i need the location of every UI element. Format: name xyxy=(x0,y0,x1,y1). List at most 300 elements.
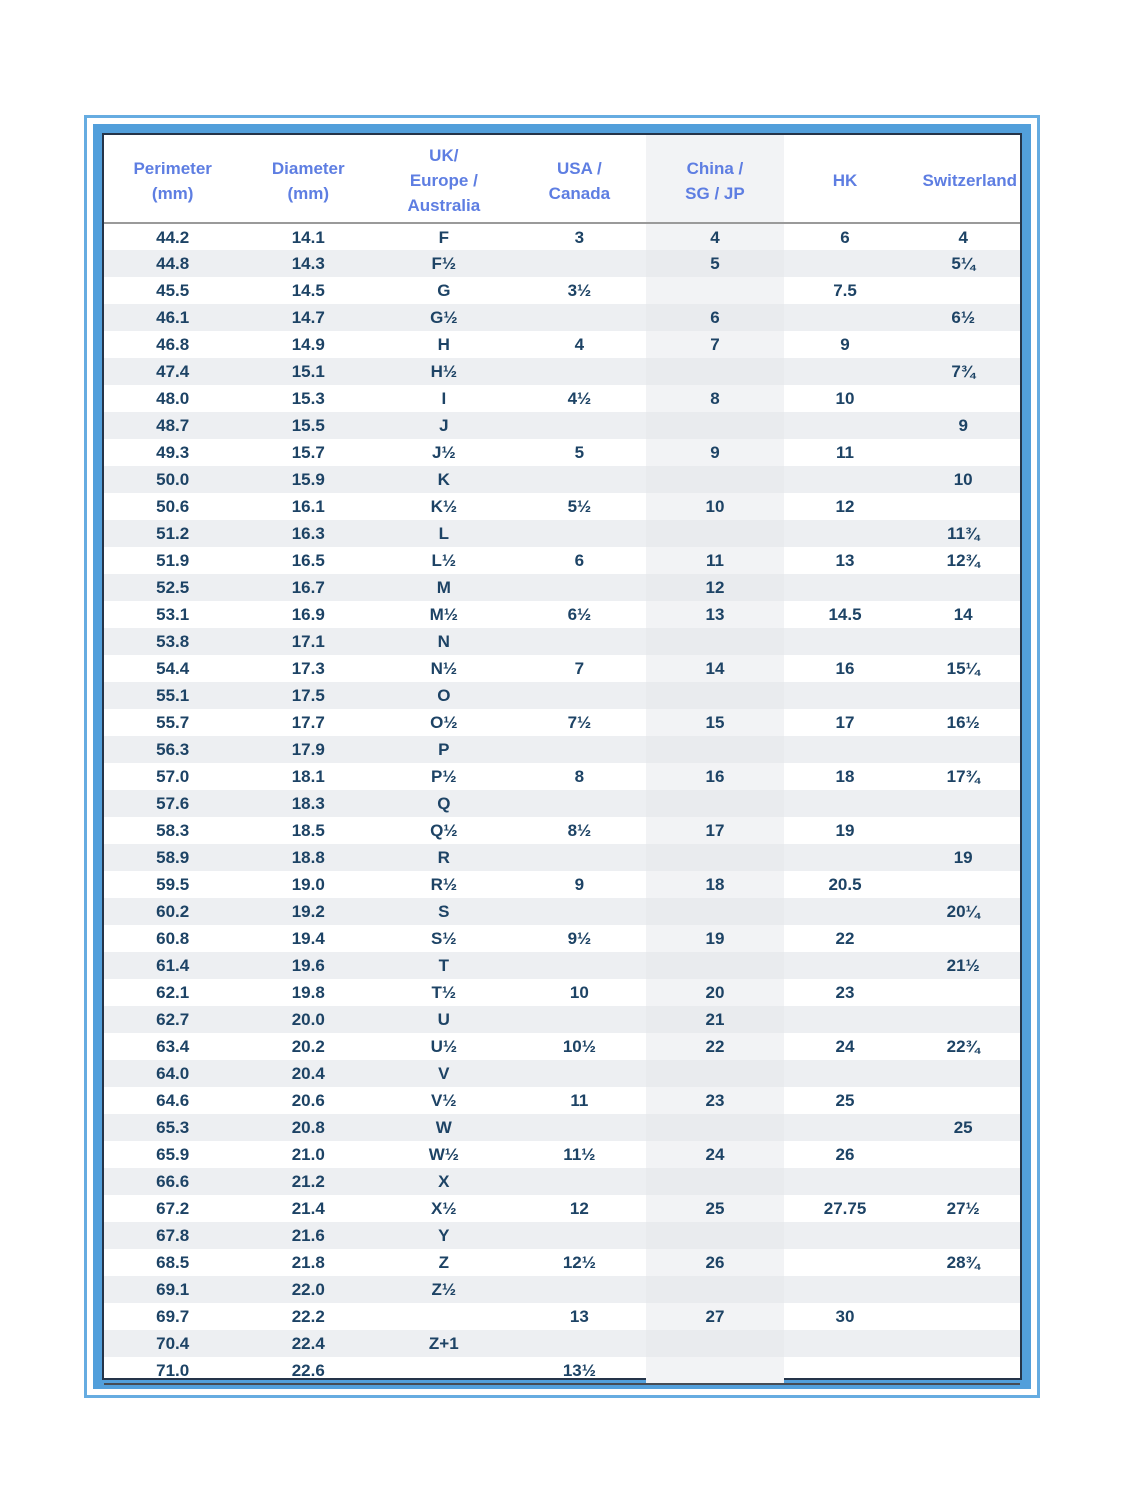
table-row xyxy=(104,925,1020,952)
cell-hk: 14.5 xyxy=(828,605,862,624)
cell-diameter: 21.0 xyxy=(291,1145,325,1164)
cell-usa xyxy=(513,412,647,439)
cell-hk: 7.5 xyxy=(833,281,857,300)
cell-usa: 9 xyxy=(574,875,585,894)
cell-hk xyxy=(784,628,907,655)
cell-usa xyxy=(513,682,647,709)
cell-usa xyxy=(513,1276,647,1303)
cell-switzerland xyxy=(906,1357,1020,1384)
cell-switzerland xyxy=(906,1006,1020,1033)
cell-uk: S½ xyxy=(431,929,457,948)
cell-diameter: 22.0 xyxy=(291,1280,325,1299)
cell-hk: 9 xyxy=(840,335,850,354)
cell-diameter: 15.5 xyxy=(291,416,325,435)
table-row xyxy=(104,250,1020,277)
table-header xyxy=(104,135,1020,223)
cell-switzerland: 7¾ xyxy=(951,362,975,381)
cell-china xyxy=(646,520,783,547)
cell-hk: 22 xyxy=(835,929,855,948)
cell-hk xyxy=(784,358,907,385)
cell-perimeter: 60.2 xyxy=(156,902,190,921)
header-row xyxy=(104,135,1020,223)
cell-perimeter: 46.8 xyxy=(156,335,190,354)
cell-usa xyxy=(513,304,647,331)
cell-china: 27 xyxy=(646,1303,783,1330)
cell-china xyxy=(646,1222,783,1249)
cell-switzerland: 4 xyxy=(958,227,968,247)
cell-hk xyxy=(784,790,907,817)
cell-usa: 8½ xyxy=(567,821,592,840)
cell-uk: T xyxy=(438,956,450,975)
cell-hk: 24 xyxy=(835,1037,855,1056)
cell-switzerland xyxy=(906,277,1020,304)
cell-china: 23 xyxy=(646,1087,783,1114)
header-label: Diameter xyxy=(271,158,345,178)
ring-size-chart-frame xyxy=(84,115,1040,1398)
cell-usa: 6½ xyxy=(567,605,592,624)
cell-switzerland xyxy=(906,871,1020,898)
table-row xyxy=(104,1060,1020,1087)
cell-usa xyxy=(513,628,647,655)
cell-uk: V xyxy=(438,1064,450,1083)
table-row xyxy=(104,223,1020,250)
cell-switzerland xyxy=(906,682,1020,709)
cell-switzerland xyxy=(906,790,1020,817)
cell-hk: 19 xyxy=(835,821,855,840)
cell-perimeter: 61.4 xyxy=(156,956,190,975)
cell-diameter: 22.2 xyxy=(291,1307,325,1326)
table-row xyxy=(104,979,1020,1006)
cell-diameter: 14.9 xyxy=(291,335,325,354)
cell-perimeter: 59.5 xyxy=(156,875,190,894)
cell-switzerland xyxy=(906,385,1020,412)
col-header-uk-europe-australia xyxy=(375,135,512,223)
cell-switzerland: 16½ xyxy=(946,713,980,732)
cell-china xyxy=(646,1330,783,1357)
table-row xyxy=(104,844,1020,871)
cell-switzerland: 17¾ xyxy=(946,767,980,786)
cell-china xyxy=(646,898,783,925)
cell-hk xyxy=(784,1168,907,1195)
table-row xyxy=(104,358,1020,385)
table-row xyxy=(104,601,1020,628)
cell-usa xyxy=(513,1114,647,1141)
cell-usa xyxy=(513,1006,647,1033)
cell-perimeter: 69.1 xyxy=(156,1280,190,1299)
cell-diameter: 16.7 xyxy=(291,578,325,597)
cell-china: 4 xyxy=(646,223,783,250)
cell-hk: 17 xyxy=(835,713,855,732)
cell-switzerland: 15¼ xyxy=(946,659,980,678)
cell-switzerland: 11¾ xyxy=(947,524,980,543)
cell-uk: Y xyxy=(438,1226,450,1245)
table-row xyxy=(104,1249,1020,1276)
cell-diameter: 19.2 xyxy=(291,902,325,921)
cell-perimeter: 53.1 xyxy=(156,605,190,624)
table-body xyxy=(104,223,1020,1384)
col-header-china-sg-jp xyxy=(646,135,783,223)
cell-perimeter: 44.8 xyxy=(156,254,190,273)
cell-switzerland xyxy=(906,1276,1020,1303)
cell-uk: G xyxy=(437,281,451,300)
cell-usa: 12½ xyxy=(562,1253,596,1272)
cell-usa: 7 xyxy=(574,659,585,678)
table-row xyxy=(104,952,1020,979)
table-row xyxy=(104,385,1020,412)
cell-hk xyxy=(784,1249,907,1276)
cell-usa: 3 xyxy=(574,227,585,247)
cell-diameter: 17.9 xyxy=(291,740,325,759)
cell-china xyxy=(646,844,783,871)
cell-switzerland xyxy=(906,925,1020,952)
cell-usa xyxy=(513,844,647,871)
cell-perimeter: 48.7 xyxy=(156,416,190,435)
col-header-perimeter xyxy=(104,135,241,223)
cell-china: 16 xyxy=(646,763,783,790)
cell-diameter: 20.0 xyxy=(291,1010,325,1029)
cell-usa xyxy=(513,1060,647,1087)
cell-perimeter: 52.5 xyxy=(156,578,190,597)
header-label: HK xyxy=(832,171,858,190)
cell-hk xyxy=(784,1276,907,1303)
cell-hk: 27.75 xyxy=(823,1199,867,1218)
cell-china xyxy=(646,1276,783,1303)
cell-uk: F xyxy=(438,227,450,247)
cell-china xyxy=(646,736,783,763)
table-row xyxy=(104,790,1020,817)
cell-diameter: 16.1 xyxy=(291,497,325,516)
cell-china: 10 xyxy=(646,493,783,520)
cell-diameter: 14.5 xyxy=(291,281,325,300)
cell-hk xyxy=(784,412,907,439)
cell-hk: 26 xyxy=(835,1145,855,1164)
col-header-diameter xyxy=(241,135,375,223)
cell-hk: 13 xyxy=(835,551,855,570)
cell-hk xyxy=(784,736,907,763)
cell-china: 14 xyxy=(646,655,783,682)
cell-usa: 12 xyxy=(569,1199,589,1218)
cell-perimeter: 67.2 xyxy=(156,1199,190,1218)
cell-uk: K xyxy=(437,470,450,489)
cell-china: 25 xyxy=(646,1195,783,1222)
cell-switzerland xyxy=(906,1330,1020,1357)
cell-diameter: 22.4 xyxy=(291,1334,325,1353)
table-row xyxy=(104,763,1020,790)
cell-diameter: 18.3 xyxy=(291,794,325,813)
cell-usa xyxy=(513,898,647,925)
cell-switzerland: 21½ xyxy=(946,956,980,975)
cell-switzerland: 20¼ xyxy=(946,902,980,921)
header-label: UK/ xyxy=(429,146,459,165)
cell-perimeter: 68.5 xyxy=(156,1253,190,1272)
table-row xyxy=(104,520,1020,547)
cell-diameter: 18.1 xyxy=(291,767,325,786)
cell-perimeter: 46.1 xyxy=(156,308,190,327)
cell-diameter: 22.6 xyxy=(291,1360,325,1380)
cell-uk: S xyxy=(438,902,450,921)
cell-usa: 11½ xyxy=(563,1145,596,1164)
header-label: China / xyxy=(686,158,744,178)
table-row xyxy=(104,1303,1020,1330)
cell-usa xyxy=(513,520,647,547)
cell-perimeter: 44.2 xyxy=(156,227,190,247)
cell-diameter: 20.8 xyxy=(291,1118,325,1137)
cell-switzerland: 19 xyxy=(953,848,973,867)
cell-hk: 16 xyxy=(835,659,855,678)
header-label: Perimeter xyxy=(133,158,212,178)
cell-usa: 9½ xyxy=(567,929,592,948)
cell-uk: W xyxy=(435,1118,452,1137)
cell-usa xyxy=(513,574,647,601)
cell-china: 5 xyxy=(646,250,783,277)
cell-hk: 6 xyxy=(840,227,850,247)
cell-switzerland: 28¾ xyxy=(946,1253,980,1272)
cell-china xyxy=(646,790,783,817)
cell-diameter: 18.5 xyxy=(291,821,325,840)
table-row xyxy=(104,439,1020,466)
cell-uk: R½ xyxy=(430,875,458,894)
cell-china: 15 xyxy=(646,709,783,736)
cell-china xyxy=(646,466,783,493)
cell-perimeter: 51.2 xyxy=(156,524,190,543)
cell-usa: 3½ xyxy=(567,281,592,300)
table-row xyxy=(104,709,1020,736)
cell-switzerland: 10 xyxy=(953,470,973,489)
cell-uk: R xyxy=(437,848,450,867)
cell-switzerland xyxy=(906,1168,1020,1195)
cell-china: 13 xyxy=(646,601,783,628)
cell-switzerland xyxy=(906,1060,1020,1087)
table-row xyxy=(104,1195,1020,1222)
cell-china xyxy=(646,1168,783,1195)
col-header-hk xyxy=(784,135,907,223)
cell-diameter: 16.3 xyxy=(291,524,325,543)
cell-perimeter: 55.7 xyxy=(156,713,190,732)
table-row xyxy=(104,547,1020,574)
cell-usa xyxy=(513,250,647,277)
cell-hk xyxy=(784,898,907,925)
table-row xyxy=(104,628,1020,655)
cell-hk xyxy=(784,682,907,709)
cell-perimeter: 51.9 xyxy=(156,551,190,570)
cell-usa xyxy=(513,1168,647,1195)
cell-switzerland: 22¾ xyxy=(946,1037,980,1056)
cell-hk xyxy=(784,844,907,871)
cell-china: 24 xyxy=(646,1141,783,1168)
cell-switzerland xyxy=(906,1141,1020,1168)
table-row xyxy=(104,871,1020,898)
cell-hk: 18 xyxy=(835,767,855,786)
cell-uk: H xyxy=(437,335,450,354)
cell-china: 26 xyxy=(646,1249,783,1276)
cell-uk: L½ xyxy=(431,551,457,570)
cell-perimeter: 63.4 xyxy=(156,1037,190,1056)
cell-perimeter: 53.8 xyxy=(156,632,190,651)
cell-diameter: 14.1 xyxy=(291,227,325,247)
cell-switzerland xyxy=(906,439,1020,466)
cell-switzerland: 12¾ xyxy=(946,551,980,570)
cell-perimeter: 67.8 xyxy=(156,1226,190,1245)
cell-diameter: 20.4 xyxy=(291,1064,325,1083)
cell-uk: K½ xyxy=(430,497,458,516)
cell-usa: 7½ xyxy=(567,713,592,732)
cell-usa: 11 xyxy=(570,1091,589,1110)
cell-hk: 11 xyxy=(836,443,854,462)
cell-perimeter: 64.0 xyxy=(156,1064,190,1083)
header-label: USA / xyxy=(557,158,602,178)
cell-uk: T½ xyxy=(431,983,457,1002)
cell-china: 9 xyxy=(646,439,783,466)
cell-china: 20 xyxy=(646,979,783,1006)
ring-size-conversion-table xyxy=(104,135,1020,1385)
table-row xyxy=(104,493,1020,520)
cell-uk xyxy=(375,1303,512,1330)
cell-hk: 25 xyxy=(835,1091,855,1110)
cell-switzerland xyxy=(906,979,1020,1006)
frame-blue-border xyxy=(93,124,1031,1389)
col-header-usa-canada xyxy=(513,135,647,223)
cell-switzerland xyxy=(906,628,1020,655)
cell-perimeter: 50.6 xyxy=(156,497,190,516)
cell-perimeter: 55.1 xyxy=(156,686,190,705)
header-sublabel: (mm) xyxy=(151,183,194,203)
cell-diameter: 21.2 xyxy=(291,1172,325,1191)
table-row xyxy=(104,1276,1020,1303)
table-row xyxy=(104,1330,1020,1357)
cell-diameter: 17.7 xyxy=(291,713,325,732)
cell-uk: O½ xyxy=(430,713,458,732)
cell-diameter: 18.8 xyxy=(291,848,325,867)
table-row xyxy=(104,1357,1020,1384)
cell-uk: O xyxy=(437,686,451,705)
cell-usa: 10½ xyxy=(562,1037,596,1056)
cell-usa: 13 xyxy=(569,1307,589,1326)
table-row xyxy=(104,898,1020,925)
cell-china: 18 xyxy=(646,871,783,898)
table-row xyxy=(104,736,1020,763)
header-sublabel: SG / JP xyxy=(685,183,745,203)
cell-perimeter: 64.6 xyxy=(156,1091,190,1110)
cell-switzerland xyxy=(906,1222,1020,1249)
cell-uk: J½ xyxy=(432,443,456,462)
cell-perimeter: 45.5 xyxy=(156,281,190,300)
cell-usa: 13½ xyxy=(562,1360,596,1380)
cell-uk: U½ xyxy=(430,1037,458,1056)
cell-diameter: 16.9 xyxy=(291,605,325,624)
cell-diameter: 15.9 xyxy=(291,470,325,489)
cell-uk: M½ xyxy=(429,605,458,624)
cell-perimeter: 71.0 xyxy=(156,1360,190,1380)
cell-perimeter: 58.3 xyxy=(156,821,190,840)
table-row xyxy=(104,682,1020,709)
cell-perimeter: 62.7 xyxy=(156,1010,190,1029)
table-row xyxy=(104,1222,1020,1249)
cell-hk xyxy=(784,952,907,979)
cell-perimeter: 70.4 xyxy=(156,1334,190,1353)
table-row xyxy=(104,331,1020,358)
cell-china: 21 xyxy=(646,1006,783,1033)
cell-china xyxy=(646,358,783,385)
cell-switzerland: 9 xyxy=(958,416,968,435)
cell-diameter: 16.5 xyxy=(291,551,325,570)
cell-uk: N xyxy=(437,632,450,651)
cell-usa: 6 xyxy=(574,551,585,570)
cell-uk: Z+1 xyxy=(428,1334,459,1353)
cell-perimeter: 48.0 xyxy=(156,389,190,408)
cell-perimeter: 50.0 xyxy=(156,470,190,489)
cell-uk: G½ xyxy=(430,308,458,327)
table-row xyxy=(104,574,1020,601)
cell-perimeter: 58.9 xyxy=(156,848,190,867)
table-row xyxy=(104,1087,1020,1114)
table-row xyxy=(104,817,1020,844)
cell-uk: U xyxy=(437,1010,450,1029)
cell-diameter: 17.5 xyxy=(291,686,325,705)
cell-diameter: 20.6 xyxy=(291,1091,325,1110)
cell-perimeter: 54.4 xyxy=(156,659,190,678)
cell-china: 8 xyxy=(646,385,783,412)
table-row xyxy=(104,655,1020,682)
cell-switzerland xyxy=(906,574,1020,601)
cell-diameter: 19.0 xyxy=(291,875,325,894)
cell-perimeter: 62.1 xyxy=(156,983,190,1002)
cell-perimeter: 66.6 xyxy=(156,1172,190,1191)
cell-hk xyxy=(784,1357,907,1384)
cell-hk xyxy=(784,1114,907,1141)
cell-uk: F½ xyxy=(431,254,457,273)
cell-diameter: 17.1 xyxy=(291,632,325,651)
cell-china: 12 xyxy=(646,574,783,601)
cell-china xyxy=(646,1060,783,1087)
table-row xyxy=(104,304,1020,331)
cell-hk xyxy=(784,574,907,601)
cell-uk: Z½ xyxy=(431,1280,457,1299)
cell-hk xyxy=(784,1006,907,1033)
cell-uk: L xyxy=(438,524,450,543)
cell-china: 11 xyxy=(646,547,783,574)
cell-switzerland xyxy=(906,331,1020,358)
table-row xyxy=(104,466,1020,493)
table-row xyxy=(104,412,1020,439)
cell-diameter: 20.2 xyxy=(291,1037,325,1056)
cell-hk xyxy=(784,250,907,277)
cell-hk xyxy=(784,1330,907,1357)
cell-usa xyxy=(513,466,647,493)
cell-diameter: 19.4 xyxy=(291,929,325,948)
cell-china: 17 xyxy=(646,817,783,844)
cell-perimeter: 49.3 xyxy=(156,443,190,462)
cell-usa xyxy=(513,790,647,817)
table-row xyxy=(104,277,1020,304)
cell-usa: 5 xyxy=(574,443,585,462)
cell-china xyxy=(646,628,783,655)
cell-china: 6 xyxy=(646,304,783,331)
cell-hk xyxy=(784,466,907,493)
cell-uk: Z xyxy=(438,1253,450,1272)
cell-hk: 12 xyxy=(835,497,855,516)
cell-uk: P xyxy=(438,740,450,759)
cell-perimeter: 57.0 xyxy=(156,767,190,786)
cell-usa xyxy=(513,952,647,979)
cell-usa xyxy=(513,736,647,763)
table-row xyxy=(104,1033,1020,1060)
cell-switzerland: 6½ xyxy=(951,308,975,327)
cell-diameter: 21.8 xyxy=(291,1253,325,1272)
cell-perimeter: 47.4 xyxy=(156,362,190,381)
cell-china: 22 xyxy=(646,1033,783,1060)
cell-diameter: 15.3 xyxy=(291,389,325,408)
cell-hk xyxy=(784,1060,907,1087)
